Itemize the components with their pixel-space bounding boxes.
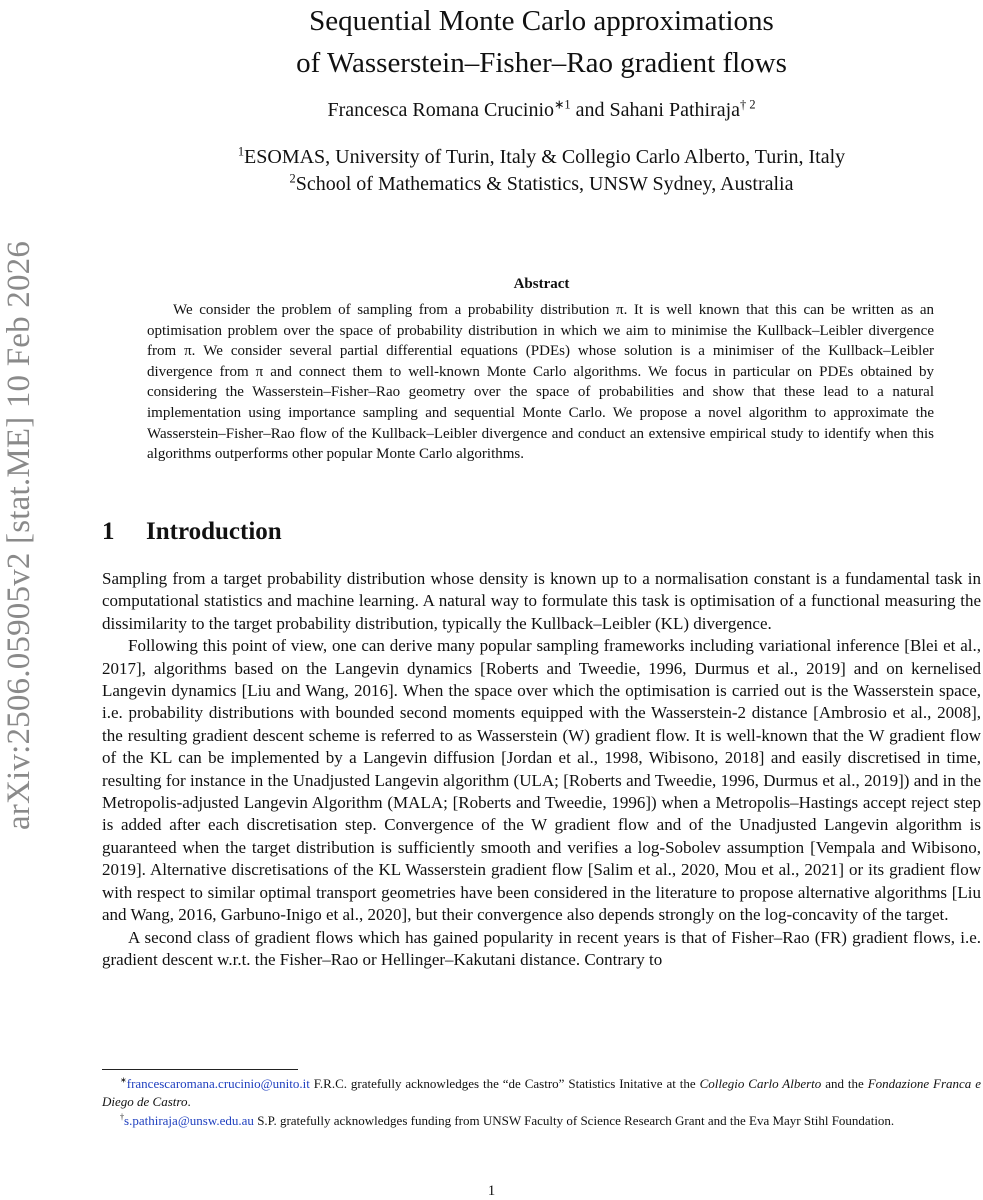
footnote-1-text-b: and the: [821, 1076, 868, 1091]
footnote-1: [102, 1075, 981, 1112]
introduction-body: [102, 568, 981, 971]
paper-title: [100, 0, 983, 84]
affiliation-2-text: School of Mathematics & Statistics, UNSW Sydney, Australia: [295, 173, 794, 195]
title-line-2: of Wasserstein–Fisher–Rao gradient flows: [296, 47, 787, 79]
affiliation-1-mark: 1: [237, 144, 245, 159]
affiliation-2-mark: 2: [289, 171, 296, 186]
section-number: 1: [102, 518, 115, 545]
author-2-name: Sahani Pathiraja: [609, 99, 741, 121]
abstract-heading: Abstract: [513, 276, 570, 292]
author-conjunction: and: [575, 99, 605, 121]
footnote-1-text-a: F.R.C. gratefully acknowledges the “de Castro” Statistics Initative at the: [309, 1076, 700, 1091]
footnote-2-email-link[interactable]: s.pathiraja@unsw.edu.au: [124, 1112, 254, 1128]
author-1-name: Francesca Romana Crucinio: [327, 99, 555, 121]
author-2-marks: † 2: [740, 97, 756, 112]
abstract-body: We consider the problem of sampling from a probability distribution π. It is well known that this can be written as an optimisation problem over the space of probability distribution in which we aim to minimise the Kullback–Leibler divergence from π. We consider several partial differential equations (PDEs) whose solution is a minimiser of the Kullback–Leibler divergence from π and connect them to well-known Monte Carlo algorithms. We focus in particular on PDEs obtained by considering the Wasserstein–Fisher–Rao geometry over the space of probabilities and show that these lead to a natural implementation using importance sampling and sequential Monte Carlo. We propose a novel algorithm to approximate the Wasserstein–Fisher–Rao flow of the Kullback–Leibler divergence and conduct an extensive empirical study to identify when this algorithms outperforms other popular Monte Carlo algorithms.: [147, 302, 934, 463]
page-number: 1: [487, 1183, 496, 1199]
footnote-2: [102, 1112, 981, 1130]
footnote-divider: [102, 1069, 298, 1070]
affiliation-list: [100, 144, 983, 198]
title-line-1: Sequential Monte Carlo approximations: [309, 5, 774, 37]
intro-paragraph-3: A second class of gradient flows which has gained popularity in recent years is that of Fisher–Rao (FR) gradient flows, i.e. gradient descent w.r.t. the Fisher–Rao or Hellinger–Kakutani distance. Contrary to: [102, 927, 981, 969]
footnote-1-italic-b: Fondazione Franca e Diego de Castro: [102, 1076, 981, 1110]
footnote-1-mark: ∗: [120, 1075, 127, 1085]
author-1-marks: ∗1: [554, 97, 571, 112]
section-heading-introduction: [102, 518, 282, 546]
footnotes: [102, 1075, 981, 1130]
arxiv-identifier-text: arXiv:2506.05905v2 [stat.ME] 10 Feb 2026: [1, 240, 38, 830]
section-title: Introduction: [146, 518, 282, 545]
affiliation-2: [100, 171, 983, 198]
intro-paragraph-1: Sampling from a target probability distribution whose density is known up to a normalisation constant is a fundamental task in computational statistics and machine learning. A natural way to formulate this task is optimisation of a functional measuring the dissimilarity to the target probability distribution, typically the Kullback–Leibler (KL) divergence.: [102, 569, 981, 633]
intro-paragraph-2: Following this point of view, one can derive many popular sampling frameworks including variational inference [Blei et al., 2017], algorithms based on the Langevin dynamics [Roberts and Tweedie, 1996, Durmus et al., 2019] and on kernelised Langevin dynamics [Liu and Wang, 2016]. When the space over which the optimisation is carried out is the Wasserstein space, i.e. probability distributions with bounded second moments equipped with the Wasserstein-2 distance [Ambrosio et al., 2008], the resulting gradient descent scheme is referred to as Wasserstein (W) gradient flow. It is well-known that the W gradient flow of the KL can be implemented by a Langevin diffusion [Jordan et al., 1998, Wibisono, 2018] and easily discretised in time, resulting for instance in the Unadjusted Langevin algorithm (ULA; [Roberts and Tweedie, 1996, Durmus et al., 2019]) and in the Metropolis-adjusted Langevin Algorithm (MALA; [Roberts and Tweedie, 1996]) when a Metropolis–Hastings accept reject step is added after each discretisation step. Convergence of the W gradient flow and of the Unadjusted Langevin algorithm is guaranteed when the target distribution is sufficiently smooth and verifies a log-Sobolev assumption [Vempala and Wibisono, 2019]. Alternative discretisations of the KL Wasserstein gradient flow [Salim et al., 2020, Mou et al., 2021] or its gradient flow with respect to similar optimal transport geometries have been considered in the literature to propose alternative algorithms [Liu and Wang, 2016, Garbuno-Inigo et al., 2020], but their convergence also depends strongly on the log-concavity of the target.: [102, 636, 981, 925]
arxiv-identifier-stamp: [0, 190, 40, 880]
affiliation-1-text: ESOMAS, University of Turin, Italy & Collegio Carlo Alberto, Turin, Italy: [244, 146, 846, 168]
footnote-1-italic-a: Collegio Carlo Alberto: [699, 1076, 822, 1091]
footnote-2-mark: †: [120, 1112, 125, 1122]
author-list: [100, 97, 983, 123]
affiliation-1: [100, 144, 983, 171]
footnote-2-text-a: S.P. gratefully acknowledges funding from UNSW Faculty of Science Research Grant and the Eva Mayr Stihl Foundation.: [253, 1112, 895, 1128]
footnote-1-text-c: .: [187, 1094, 191, 1110]
footnote-1-email-link[interactable]: francescaromana.crucinio@unito.it: [126, 1076, 310, 1091]
